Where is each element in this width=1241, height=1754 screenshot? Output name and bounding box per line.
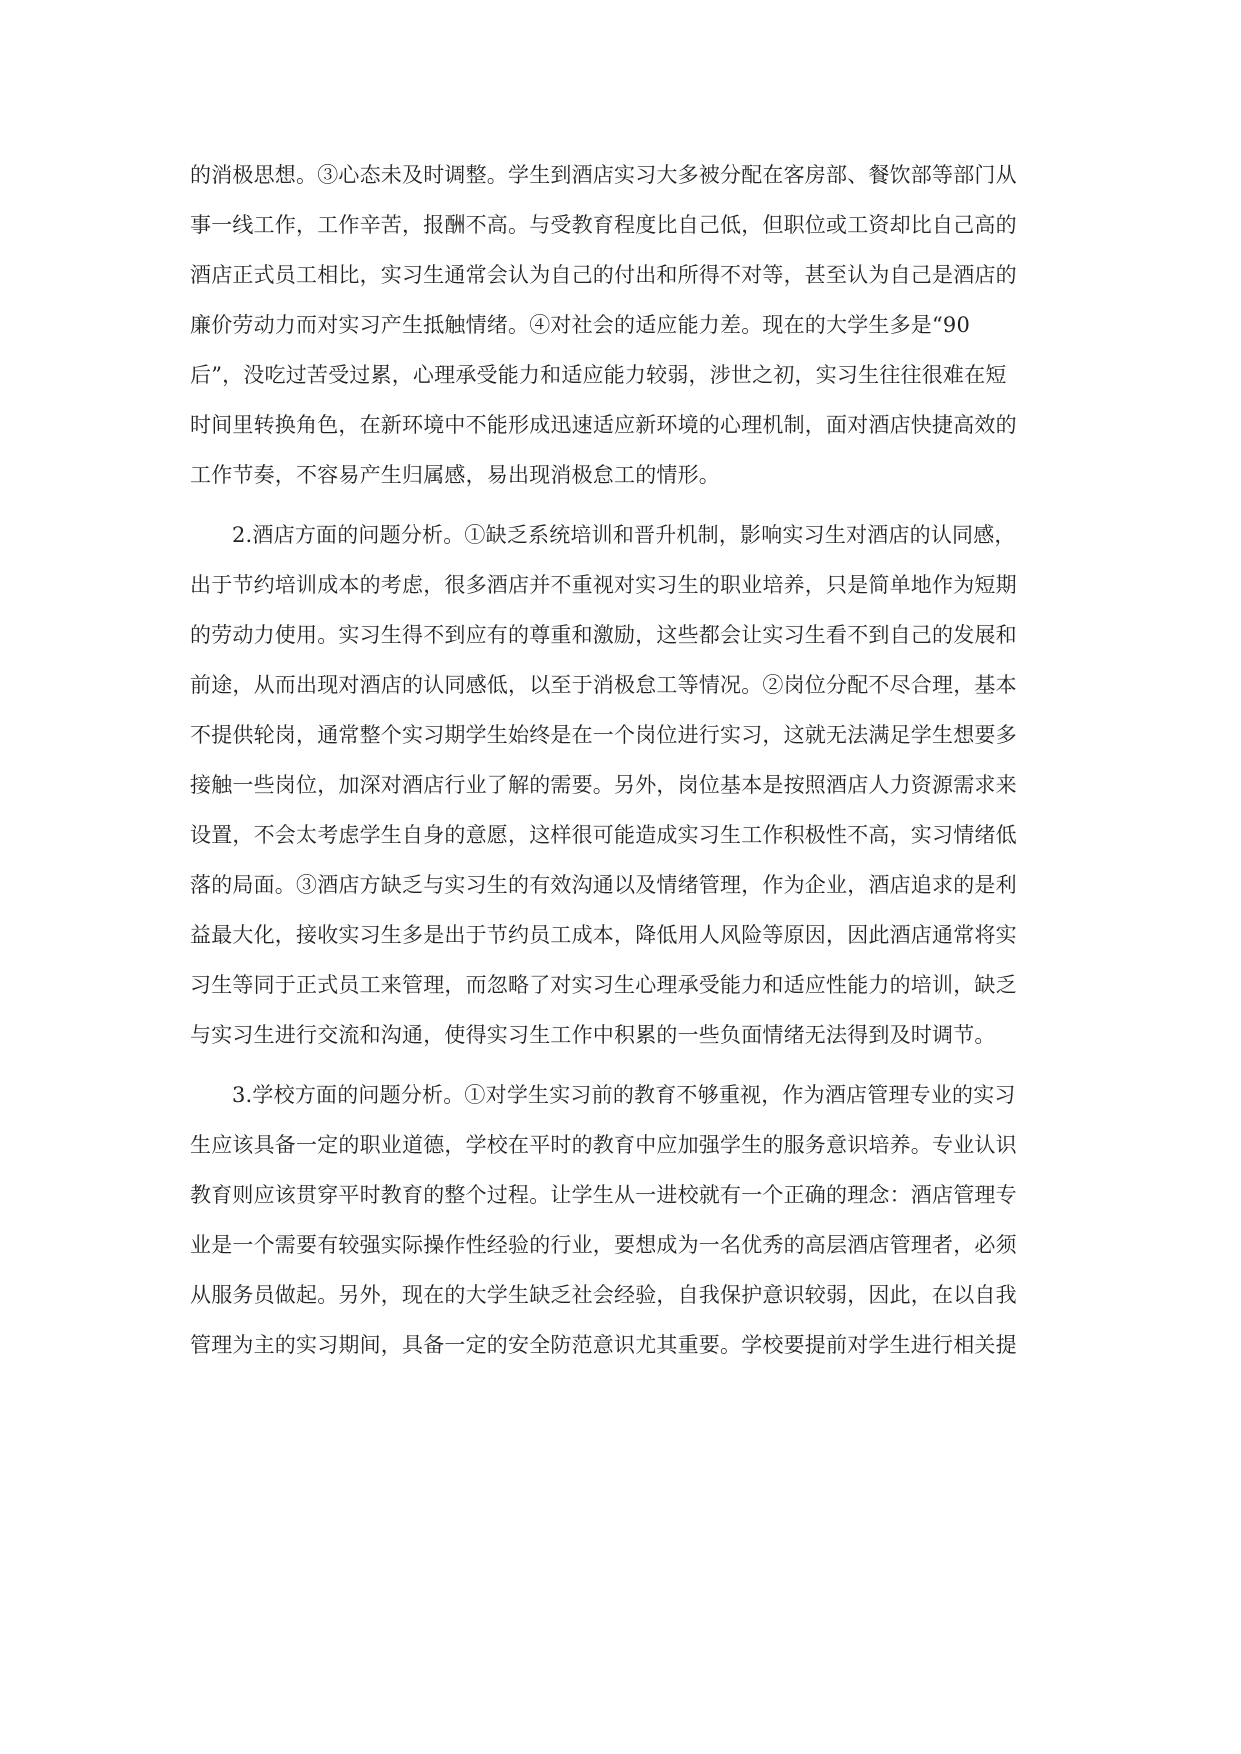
text-line: 出于节约培训成本的考虑，很多酒店并不重视对实习生的职业培养，只是简单地作为短期 xyxy=(190,573,1017,597)
text-line: 落的局面。③酒店方缺乏与实习生的有效沟通以及情绪管理，作为企业，酒店追求的是利 xyxy=(190,873,1017,897)
text-line: 益最大化，接收实习生多是出于节约员工成本，降低用人风险等原因，因此酒店通常将实 xyxy=(190,923,1017,947)
text-line: 与实习生进行交流和沟通，使得实习生工作中积累的一些负面情绪无法得到及时调节。 xyxy=(190,1023,996,1047)
text-line: 的劳动力使用。实习生得不到应有的尊重和激励，这些都会让实习生看不到自己的发展和 xyxy=(190,623,1017,647)
text-line: 生应该具备一定的职业道德，学校在平时的教育中应加强学生的服务意识培养。专业认识 xyxy=(190,1133,1017,1157)
paragraph-gap xyxy=(190,1060,1052,1070)
text-line: 时间里转换角色，在新环境中不能形成迅速适应新环境的心理机制，面对酒店快捷高效的 xyxy=(190,413,1017,437)
text-line: 从服务员做起。另外，现在的大学生缺乏社会经验，自我保护意识较弱，因此，在以自我 xyxy=(190,1283,1017,1307)
paragraph-hotel-issues xyxy=(190,510,1052,1060)
text-line: 前途，从而出现对酒店的认同感低，以至于消极怠工等情况。②岗位分配不尽合理，基本 xyxy=(190,673,1017,697)
text-line: 管理为主的实习期间，具备一定的安全防范意识尤其重要。学校要提前对学生进行相关提 xyxy=(190,1333,1017,1357)
text-line: 2.酒店方面的问题分析。①缺乏系统培训和晋升机制，影响实习生对酒店的认同感， xyxy=(232,523,1016,547)
text-line: 教育则应该贯穿平时教育的整个过程。让学生从一进校就有一个正确的理念：酒店管理专 xyxy=(190,1183,1017,1207)
text-line: 设置，不会太考虑学生自身的意愿，这样很可能造成实习生工作积极性不高，实习情绪低 xyxy=(190,823,1017,847)
text-line: 工作节奏，不容易产生归属感，易出现消极怠工的情形。 xyxy=(190,463,720,487)
text-line: 廉价劳动力而对实习产生抵触情绪。④对社会的适应能力差。现在的大学生多是“90 xyxy=(190,313,971,337)
text-line: 后”，没吃过苦受过累，心理承受能力和适应能力较弱，涉世之初，实习生往往很难在短 xyxy=(190,363,1007,387)
text-line: 事一线工作，工作辛苦，报酬不高。与受教育程度比自己低，但职位或工资却比自己高的 xyxy=(190,213,1017,237)
text-line: 业是一个需要有较强实际操作性经验的行业，要想成为一名优秀的高层酒店管理者，必须 xyxy=(190,1233,1017,1257)
text-line: 酒店正式员工相比，实习生通常会认为自己的付出和所得不对等，甚至认为自己是酒店的 xyxy=(190,263,1017,287)
text-line: 3.学校方面的问题分析。①对学生实习前的教育不够重视，作为酒店管理专业的实习 xyxy=(232,1083,1016,1107)
paragraph-school-issues xyxy=(190,1070,1052,1370)
paragraph-student-issues xyxy=(190,150,1052,500)
document-body xyxy=(190,150,1052,1370)
text-line: 接触一些岗位，加深对酒店行业了解的需要。另外，岗位基本是按照酒店人力资源需求来 xyxy=(190,773,1017,797)
paragraph-gap xyxy=(190,500,1052,510)
text-line: 习生等同于正式员工来管理，而忽略了对实习生心理承受能力和适应性能力的培训，缺乏 xyxy=(190,973,1017,997)
text-line: 不提供轮岗，通常整个实习期学生始终是在一个岗位进行实习，这就无法满足学生想要多 xyxy=(190,723,1017,747)
text-line: 的消极思想。③心态未及时调整。学生到酒店实习大多被分配在客房部、餐饮部等部门从 xyxy=(190,163,1017,187)
